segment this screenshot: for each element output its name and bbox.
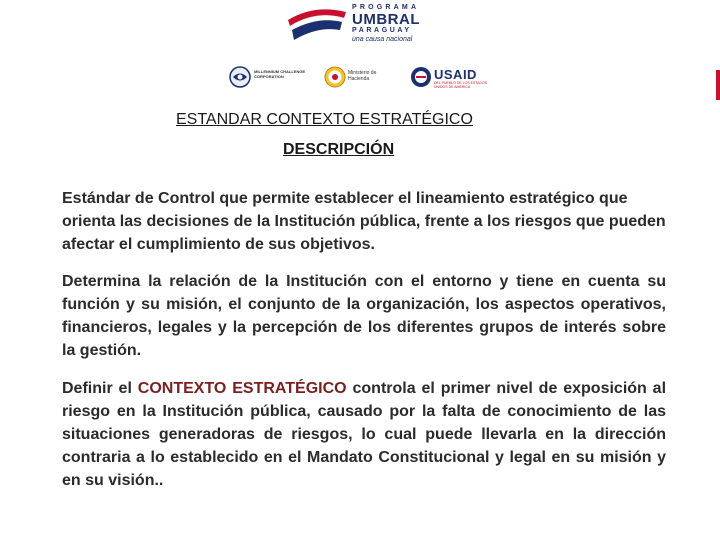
usaid-text: DEL PUEBLO DE LOS ESTADOS UNIDOS DE AMÉRICA [434, 81, 488, 89]
paragraph-3 [62, 377, 666, 492]
side-ribbon [716, 70, 720, 100]
contexto-estrategico-highlight: CONTEXTO ESTRATÉGICO [137, 380, 347, 397]
usaid-wordmark: USAID [434, 67, 477, 82]
mcc-text: MILLENNIUM CHALLENGE CORPORATION [254, 69, 306, 79]
page-subtitle: DESCRIPCIÓN [283, 141, 395, 158]
paraguay-flag-icon [284, 6, 350, 44]
page-title: ESTANDAR CONTEXTO ESTRATÉGICO [176, 111, 473, 128]
mcc-logo [228, 64, 308, 90]
paragraph-3-prefix: Definir el [62, 380, 138, 397]
paragraph-1: Estándar de Control que permite establecer el lineamiento estratégico que orienta las decisiones de la Institución pública, frente a los riesgos que pueden afectar el cumplimiento de sus objetivos. [62, 190, 666, 253]
logo-tagline: una causa nacional [352, 36, 413, 43]
national-seal-icon [324, 66, 346, 88]
usaid-logo [410, 64, 490, 90]
ministerio-hacienda-logo [324, 64, 392, 90]
paragraph-2: Determina la relación de la Institución con el entorno y tiene en cuenta su función y su misión, el conjunto de la organización, los aspectos operativos, financieros, legales y la percepción de los diferentes grupos de interés sobre la gestión. [62, 273, 666, 359]
logo-line-paraguay: PARAGUAY [352, 27, 412, 34]
mcc-emblem-icon [228, 65, 252, 89]
usaid-seal-icon [410, 66, 432, 88]
ministerio-text: Ministerio de Hacienda [348, 70, 377, 82]
paragraph-3-suffix: controla el primer nivel de exposición al riesgo en la Institución pública, causado por la falta de conocimiento de las situaciones generadoras de riesgos, lo cual puede llevarla en la dirección contraria a lo establecido en el Mandato Constitucional y legal en su misión y en su visión.. [62, 380, 667, 489]
programa-umbral-logo [284, 4, 440, 46]
logo-line-programa: PROGRAMA [352, 4, 420, 11]
logo-line-umbral: UMBRAL [352, 11, 420, 28]
